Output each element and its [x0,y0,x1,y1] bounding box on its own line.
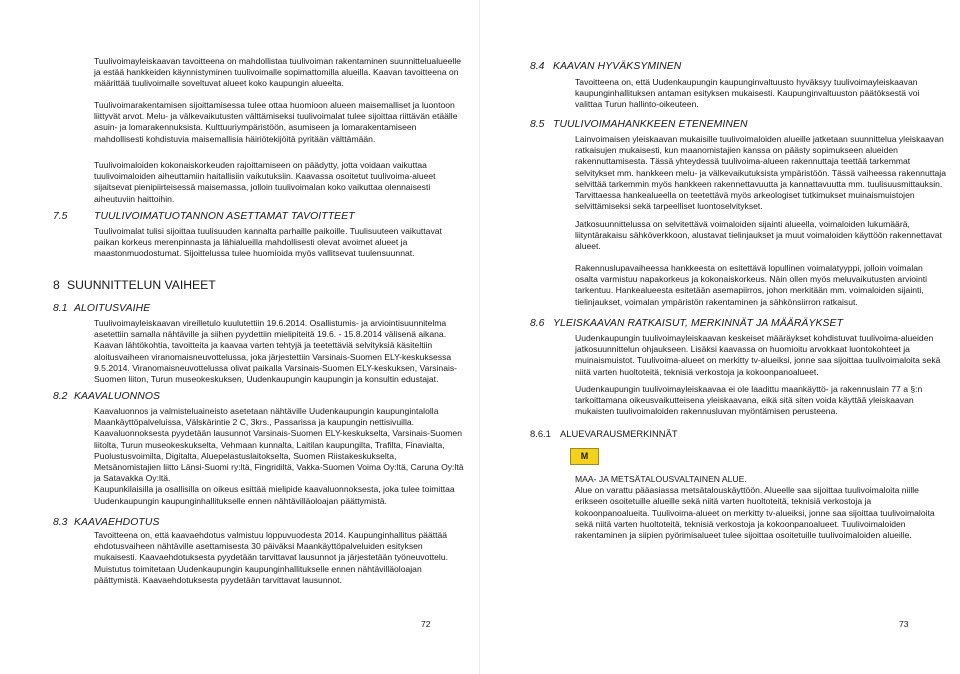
section-8-3-title: KAAVAEHDOTUS [74,517,160,528]
section-8-6-number: 8.6 [530,318,545,329]
text-line: tielinjaukset, voimalan ympäristön rakentaminen ja sähkönsiirron ratkaisut. [575,296,858,307]
text-line: sijaitsevat pienipiirteisessä maisemassa, jolloin tuulivoimalan koko vaikuttaa olennaisesti [94,182,431,193]
section-8-6-title: YLEISKAAVAN RATKAISUT, MERKINNÄT JA MÄÄRÄYKSET [553,318,844,329]
section-8-4-body [575,77,919,111]
section-8-6-body-1 [575,333,940,378]
section-8-6-body-2 [575,384,922,418]
text-line: osalta varmistuu napakorkeus ja kokonaiskorkeus. Näin ollen myös meluvaikutusten arviointi [575,274,928,285]
text-line: sekä niitä varten huoltoteitä, teknisiä verkostoja ja kokoonpanoalueet. Tuulivoimaloiden [575,518,906,529]
section-8-6-1-body [575,474,935,541]
text-line: jatkosuunnittelun ohjaukseen. Lisäksi kaavassa on huomioitu arvokkaat luontokohteet ja [575,344,910,355]
section-8-4-title: KAAVAN HYVÄKSYMINEN [553,61,682,72]
text-line: rakentaminen ja siipien pyörimisalueet tulee sijoittaa osoitetuille tuulivoimaloiden alueille. [575,530,912,541]
text-line: niitä varten huoltoteitä, teknisiä verkostoja ja kokoonpanoalueet. [575,366,819,377]
text-line: 9.5.2014. Viranomaisneuvottelussa olivat paikalla Varsinais-Suomen ELY-keskuksen, Varsinais- [94,362,458,373]
text-line: Tavoitteena on, että Uudenkaupungin kaupunginvaltuusto hyväksyy tuulivoimayleiskaavan [575,77,918,87]
text-line: Suomen liiton, Turun museokeskuksen, Uudenkaupungin kaupungin ja konsultin edustajat. [94,374,439,385]
section-8-3-body [94,530,448,586]
text-line: mahdollisesti kohdistuvia maisemallisia häiriötekijöitä pyritään välttämään. [94,133,376,144]
text-line: tarkoittamana oikeusvaikutteisena yleiskaavana, eikä sitä siten voida käyttää yleiskaavan [575,395,914,406]
text-line: Kaupunkilaisilla ja osallisilla on oikeus esittää mielipide kaavaluonnoksesta, joka tulee toimittaa [94,484,455,495]
text-line: Tuulivoimarakentamisen sijoittamisessa tulee ottaa huomioon alueen maisemalliset ja luontoon [94,100,455,110]
section-8-1-number: 8.1 [53,303,68,314]
text-line: Jatkosuunnittelussa on selvitettävä voimaloiden sijainti alueella, voimaloiden lukumäärä, [575,219,910,229]
text-line: selvitykset mm. hankkeen melu- ja välkevaikutuksista ympäristöön. Tässä vaiheessa rakennuttaja [575,167,946,178]
text-line: mukaisten tuulivoimaloiden rakennusluvan myöntämisen perusteena. [575,406,838,417]
text-line: aiheutuviin haittoihin. [94,193,175,204]
text-line: liitolta, Turun museokeskukselta, Vehmaan kunnalta, Laitilan kaupungilta, Trafilta, Finavialta, [94,439,445,450]
text-line: Kaavaluonnos ja valmisteluaineisto asetetaan nähtäville Uudenkaupungin kaupungintalolla [94,406,439,416]
section-8-number: 8 [53,278,60,292]
section-8-2-body [94,406,464,507]
text-line: Uudenkaupungin kaupunginhallitukselle ennen nähtävilläoloajan päättymistä. [94,495,387,506]
text-line: Alue on varattu pääasiassa metsätalouskäyttöön. Alueelle saa sijoittaa tuulivoimaloita niille [575,485,919,496]
page-number-left: 72 [421,619,431,629]
text-line: muinaismuistot. Tuulivoima-alueet on merkitty tv-alueiksi, jonne saa sijoittaa tuulivoimaloita sekä [575,355,941,366]
section-8-2-number: 8.2 [53,391,68,402]
text-line: kaupunginhallituksen antaman esityksen mukaisesti. Kaupunginvaltuuston päätöksestä voi [575,88,920,99]
page-number-right: 73 [899,619,909,629]
text-line: selvittää tarkemmin myös hankkeen rakennettavuutta ja kannattavuutta mm. tuulisuusmittauksin. [575,178,943,189]
section-8-5-body-2 [575,219,942,253]
text-line: Muistutus toimitetaan Uudenkaupungin kaupunginhallitukselle ennen nähtävilläoloajan [94,563,422,574]
section-8-4-number: 8.4 [530,61,545,72]
section-7-5-title: TUULIVOIMATUOTANNON ASETTAMAT TAVOITTEET [94,211,355,222]
text-line: Tavoitteena on, että kaavaehdotus valmistuu loppuvuodesta 2014. Kaupunginhallitus päättää [94,530,448,540]
text-line: Rakennuslupavaiheessa hankkeesta on esitettävä lopullinen voimalatyyppi, jolloin voimalan [575,263,923,273]
text-line: Kaavaluonnoksesta pyydetään lausunnot Varsinais-Suomen ELY-keskukselta, Varsinais-Suomen [94,428,462,439]
text-line: Metsänomistajien liitto Länsi-Suomi ry:ltä, Fingridiltä, Vakka-Suomen Voima Oy:ltä, Caruna Oy:ltä [94,462,464,473]
text-line: ja Satavakka Oy:ltä. [94,473,171,484]
text-line: alueet. [575,241,601,252]
text-line: Tarvittaessa hankealueella on teetettävä myös arkeologiset tutkimukset muinaismuistojen [575,190,915,201]
text-line: asuin- ja lomarakennuksista. Kulttuuriympäristöön, asumiseen ja lomarakentamiseen [94,122,417,133]
text-line: rakennuttamisesta. Tässä yhteydessä tuulivoima-alueen rakennuttaja teettää tarkemmat [575,156,911,167]
text-line: Tuulivoimalat tulisi sijoittaa tuulisuuden kannalta parhaille paikoille. Tuulisuuteen vaikuttavat [94,226,442,236]
section-8-6-1-number: 8.6.1 [530,428,551,439]
text-line: Kaavan lähtökohtia, tavoitteita ja kaavaa varten tehtyjä ja teetettäviä selvityksiä käsiteltiin [94,340,433,351]
section-8-5-title: TUULIVOIMAHANKKEEN ETENEMINEN [553,119,748,130]
text-line: määrittää tuulivoimalle soveltuvat alueet koko kaupungin alueelta. [94,78,344,89]
legend-symbol-m: M [570,448,599,465]
text-line: tuulivoimaloiden aiheuttamiin haitallisiin vaikutuksiin. Kaavassa osoitetut tuulivoima-alueet [94,171,436,182]
text-line: Uudenkaupungin tuulivoimayleiskaavaa ei ole laadittu maankäyttö- ja rakennuslain 77 a §:n [575,384,923,394]
text-line: mukaisesti. Kaavaehdotuksesta pyydetään tarvittavat lausunnot ja järjestetään työneuvottelu. [94,552,448,563]
text-line: MAA- JA METSÄTALOUSVALTAINEN ALUE. [575,474,747,484]
text-line: päättymistä. Kaavaehdotuksesta pyydetään tarvittavat lausunnot. [94,574,342,585]
text-line: valittaa Turun hallinto-oikeuteen. [575,99,699,110]
section-8-1-body [94,318,457,385]
text-line: ratkaisujen mukaisesti, kun maanomistajien kanssa on päästy sopimukseen alueiden [575,145,898,156]
text-line: maastonmuodostumat. Sijoittelussa tulee huomioida myös vallitsevat tuulensuunnat. [94,248,415,259]
text-line: Tuulivoimaloiden kokonaiskorkeuden rajoittamiseen on päädytty, jotta voidaan vaikuttaa [94,160,427,170]
text-line: ja estää hankkeiden käynnistyminen tuulivoimalle sopimattomilla alueilla. Kaavan tavoitteena on [94,67,459,78]
section-8-5-body-3 [575,263,927,308]
text-line: selvittämiseksi sekä tarpeelliset luontoselvitykset. [575,201,763,212]
section-8-6-1-title: ALUEVARAUSMERKINNÄT [560,428,678,439]
text-line: Uudenkaupungin tuulivoimayleiskaavan keskeiset määräykset kohdistuvat tuulivoima-alueiden [575,333,934,343]
text-line: tarkentuu. Hankealueesta esitetään asemapiirros, johon merkitään mm. voimaloiden sijainti, [575,285,924,296]
section-7-5-body [94,226,442,260]
text-line: ehdotusvaiheen nähtäville asettamisesta 30 päiväksi Maankäyttöpalveluiden esityksen [94,541,423,552]
text-line: Lainvoimaisen yleiskaavan mukaisille tuulivoimaloiden alueille jatketaan suunnittelua yleiskaavan [575,134,944,144]
section-8-5-body-1 [575,134,946,212]
intro-paragraph-3 [94,160,436,205]
text-line: liittyvät arvot. Melu- ja välkevaikutusten välttämiseksi tuulivoimalat tulee sijoittaa riittävän etäälle [94,111,458,122]
text-line: Puolustusvoimilta, Digitalta, Aluepelastuslaitokselta, Suomen Riistakeskukselta, [94,450,397,461]
text-line: liityntärakaisu sähköverkkoon, alustavat tielinjaukset ja muut voimaloiden käyttöön rakennettavat [575,230,942,241]
section-8-title: SUUNNITTELUN VAIHEET [67,278,216,292]
section-8-5-number: 8.5 [530,119,545,130]
text-line: kokoonpanoalueita. Tuulivoima-alueet on merkitty tv-alueiksi, jonne saa sijoittaa tuulivoimaloita [575,507,935,518]
text-line: erikseen osoitetuille alueille sekä niitä varten huoltoteitä, teknisiä verkostoja ja [575,496,872,507]
text-line: asetettiin samalla nähtäville ja siihen pyydettiin mielipiteitä 19.6. - 15.8.2014 välisenä aikana. [94,329,447,340]
text-line: paikan korkeus merenpinnasta ja lähialueilla mahdollisesti olevat avoimet alueet ja [94,237,408,248]
section-7-5-number: 7.5 [53,211,68,222]
text-line: Maankäyttöpalveluissa, Välskärintie 2 C, 3krs., Passarissa ja kaupungin nettisivuilla. [94,417,415,428]
section-8-2-title: KAAVALUONNOS [74,391,161,402]
text-line: Tuulivoimayleiskaavan tavoitteena on mahdollistaa tuulivoiman rakentaminen suunnittelualueelle [94,56,462,66]
section-8-1-title: ALOITUSVAIHE [74,303,151,314]
text-line: Tuulivoimayleiskaavan vireilletulo kuulutettiin 19.6.2014. Osallistumis- ja arviointisuunnitelma [94,318,447,328]
intro-paragraph-1 [94,56,461,90]
section-8-3-number: 8.3 [53,517,68,528]
text-line: aloitusvaiheen viranomaisneuvottelussa, joka järjestettiin Varsinais-Suomen ELY-keskuksessa [94,351,452,362]
intro-paragraph-2 [94,100,458,145]
